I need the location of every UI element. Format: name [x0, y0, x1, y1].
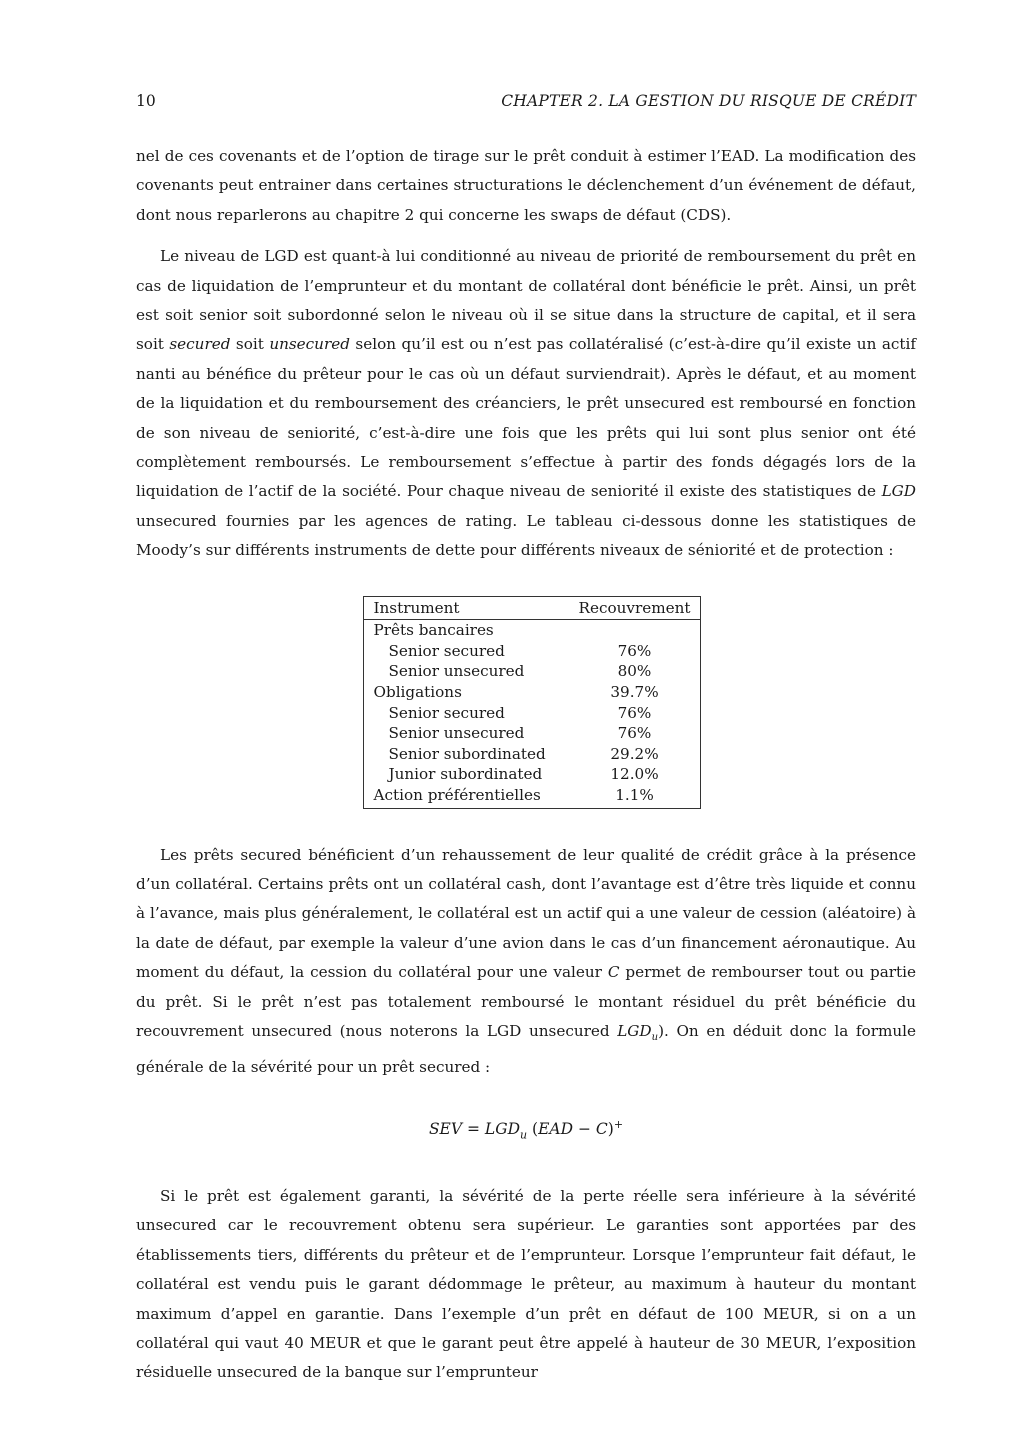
paragraph-2-text-d: unsecured fournies par les agences de rating. Le tableau ci-dessous donne les statistiques de Moody’s sur différents instruments de dette pour différents niveaux de séniorité et de protection : — [136, 511, 916, 560]
paragraph-2-text-c: selon qu’il est ou n’est pas collatéralisé (c’est-à-dire qu’il existe un actif nanti au bénéfice du prêteur pour le cas où un défaut surviendrait). Après le défaut, et au moment de la liquidation et du remboursement des créanciers, le prêt unsecured est remboursé en fonction de son niveau de seniorité, c’est-à-dire une fois que les prêts qui lui sont plus senior ont été complètement remboursés. Le remboursement s’effectue à partir des fonds dégagés lors de la liquidation de l’actif de la société. Pour chaque niveau de seniorité il existe des statistiques de — [136, 335, 916, 501]
formula-open-paren: ( — [527, 1120, 539, 1139]
formula-lgd: LGD — [484, 1120, 521, 1139]
table-container — [136, 596, 916, 809]
table-row — [363, 744, 701, 765]
formula-ead: EAD — [538, 1120, 574, 1139]
table-row — [363, 661, 701, 682]
cell-instrument: Senior secured — [388, 703, 505, 722]
header-instrument: Instrument — [363, 596, 569, 620]
paragraph-3-text-b: permet de rembourser tout ou partie du prêt. Si le prêt n’est pas totalement remboursé le montant résiduel du prêt bénéficie du recouvrement unsecured (nous noterons la LGD unsecured — [136, 963, 916, 1041]
cell-recouvrement: 39.7% — [610, 683, 659, 702]
page-header — [136, 92, 916, 118]
severity-formula — [136, 1110, 916, 1150]
cell-instrument: Prêts bancaires — [373, 621, 494, 640]
term-secured: secured — [169, 335, 231, 354]
table-row — [363, 785, 701, 808]
paragraph-3-text-a: Les prêts secured bénéficient d’un rehaussement de leur qualité de crédit grâce à la présence d’un collatéral. Certains prêts ont un collatéral cash, dont l’avantage est d’être très liquide et connu à l’avance, mais plus généralement, le collatéral est un actif qui a une valeur de cession (aléatoire) à la date de défaut, par exemple la valeur d’une avion dans le cas d’un financement aéronautique. Au moment du défaut, la cession du collatéral pour une valeur — [136, 845, 916, 982]
cell-instrument: Senior unsecured — [388, 662, 525, 681]
cell-recouvrement: 29.2% — [610, 744, 659, 763]
table-row — [363, 682, 701, 703]
formula-equals: = — [462, 1120, 485, 1139]
cell-recouvrement: 80% — [617, 662, 652, 681]
paragraph-4: Si le prêt est également garanti, la sévérité de la perte réelle sera inférieure à la sévérité unsecured car le recouvrement obtenu sera supérieur. Le garanties sont apportées par des établissements tiers, différents du prêteur et de l’emprunteur. Lorsque l’emprunteur fait défaut, le collatéral est vendu puis le garant dédommage le prêteur, au maximum à hauteur du montant maximum d’appel en garantie. Dans l’exemple d’un prêt en défaut de 100 MEUR, si on a un collatéral qui vaut 40 MEUR et que le garant peut être appelé à hauteur de 30 MEUR, l’exposition résiduelle unsecured de la banque sur l’emprunteur — [136, 1186, 916, 1382]
formula-minus: − — [573, 1120, 596, 1139]
formula-close-paren: ) — [607, 1120, 614, 1139]
formula-c: C — [595, 1120, 608, 1139]
cell-recouvrement — [569, 620, 701, 641]
cell-instrument: Senior secured — [388, 641, 505, 660]
paragraph-1: nel de ces covenants et de l’option de tirage sur le prêt conduit à estimer l’EAD. La modification des covenants peut entrainer dans certaines structurations le déclenchement d’un événement de défaut, dont nous reparlerons au chapitre 2 qui concerne les swaps de défaut (CDS). — [136, 147, 916, 224]
cell-recouvrement: 12.0% — [610, 765, 659, 784]
cell-instrument: Senior unsecured — [388, 724, 525, 743]
cell-recouvrement: 76% — [617, 724, 652, 743]
paragraph-3-text-d: ). On en déduit donc la formule générale de la sévérité pour un prêt secured : — [136, 1022, 916, 1076]
table-row — [363, 764, 701, 785]
document-page — [136, 92, 916, 1388]
formula-lgd-subscript: u — [520, 1128, 528, 1142]
paragraph-2-text-b: soit — [230, 335, 270, 354]
page-number: 10 — [136, 92, 156, 110]
table-row — [363, 723, 701, 744]
table-row — [363, 703, 701, 724]
paragraph-3 — [136, 841, 916, 1082]
cell-instrument: Obligations — [373, 683, 462, 702]
term-unsecured: unsecured — [269, 335, 350, 354]
recovery-table — [363, 596, 702, 809]
formula-superscript-plus: + — [613, 1117, 624, 1131]
chapter-title: CHAPTER 2. LA GESTION DU RISQUE DE CRÉDIT — [501, 92, 916, 110]
table-body — [363, 620, 701, 808]
cell-recouvrement: 76% — [617, 641, 652, 660]
header-recouvrement: Recouvrement — [569, 596, 701, 620]
cell-instrument: Junior subordinated — [388, 765, 543, 784]
paragraph-2-text-a: Le niveau de LGD est quant-à lui conditionné au niveau de priorité de remboursement du prêt en cas de liquidation de l’emprunteur et du montant de collatéral dont bénéficie le prêt. Ainsi, un prêt est soit senior soit subordonné selon le niveau où il se situe dans la structure de capital, et il sera soit — [136, 247, 916, 354]
table-row — [363, 620, 701, 641]
variable-c: C — [607, 963, 620, 982]
term-lgd: LGD — [881, 482, 916, 501]
table-header-row — [363, 596, 701, 620]
cell-recouvrement: 76% — [617, 703, 652, 722]
formula-sev: SEV — [428, 1120, 463, 1139]
table-row — [363, 641, 701, 662]
cell-recouvrement: 1.1% — [615, 786, 654, 805]
variable-lgd: LGD — [617, 1022, 652, 1041]
variable-lgd-subscript: u — [651, 1032, 659, 1044]
cell-instrument: Action préférentielles — [373, 786, 541, 805]
paragraph-2 — [136, 242, 916, 565]
cell-instrument: Senior subordinated — [388, 744, 546, 763]
